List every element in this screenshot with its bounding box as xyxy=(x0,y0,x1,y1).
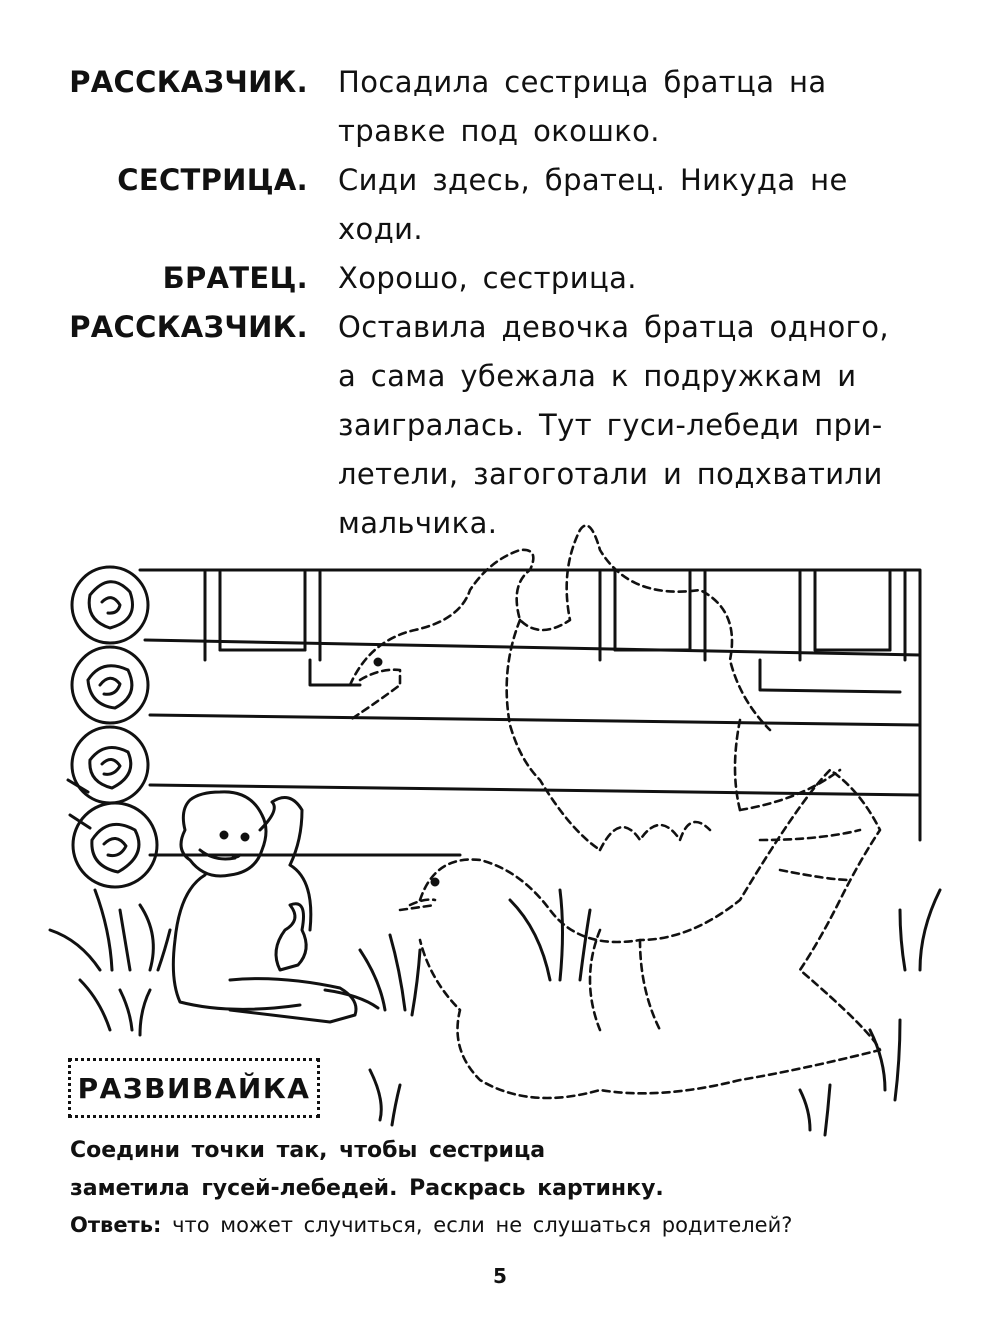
speech-line: Оставила девочка братца одного, xyxy=(338,310,890,344)
speech-text xyxy=(338,58,928,156)
speech-line: травке под окошко. xyxy=(338,114,660,148)
story-illustration xyxy=(40,510,960,1150)
answer-question: что может случиться, если не слушаться родителей? xyxy=(161,1213,793,1237)
speech-line: Посадила сестрица братца на xyxy=(338,65,827,99)
speaker-label: РАССКАЗЧИК. xyxy=(69,65,308,99)
speech-line: летели, загоготали и подхватили xyxy=(338,457,883,491)
speech-line: ходи. xyxy=(338,212,424,246)
answer-label: Ответь: xyxy=(70,1213,162,1237)
grass-right xyxy=(360,890,940,1135)
speech-line: Хорошо, сестрица. xyxy=(338,261,637,295)
answer-prompt xyxy=(70,1206,950,1244)
speech-line: мальчика. xyxy=(338,506,498,540)
exercise-task xyxy=(70,1132,950,1208)
speaker-label: СЕСТРИЦА. xyxy=(117,163,308,197)
dialogue-line xyxy=(0,254,1000,303)
boy-figure xyxy=(173,792,378,1022)
speech-text xyxy=(338,156,928,254)
dialogue-line xyxy=(0,58,1000,156)
speech-line: заигралась. Тут гуси-лебеди при- xyxy=(338,408,883,442)
dialogue-line xyxy=(0,156,1000,254)
speech-line: а сама убежала к подружкам и xyxy=(338,359,857,393)
dialogue xyxy=(0,58,1000,548)
speaker-label: РАССКАЗЧИК. xyxy=(69,310,308,344)
page-number: 5 xyxy=(493,1264,507,1288)
speech-text xyxy=(338,254,928,303)
exercise-label: РАЗВИВАЙКА xyxy=(77,1071,311,1105)
task-line: заметила гусей-лебедей. Раскрась картинку. xyxy=(70,1176,664,1201)
exercise-badge xyxy=(68,1058,320,1118)
speech-line: Сиди здесь, братец. Никуда не xyxy=(338,163,848,197)
task-line: Соедини точки так, чтобы сестрица xyxy=(70,1138,546,1163)
speaker-label: БРАТЕЦ. xyxy=(162,261,308,295)
